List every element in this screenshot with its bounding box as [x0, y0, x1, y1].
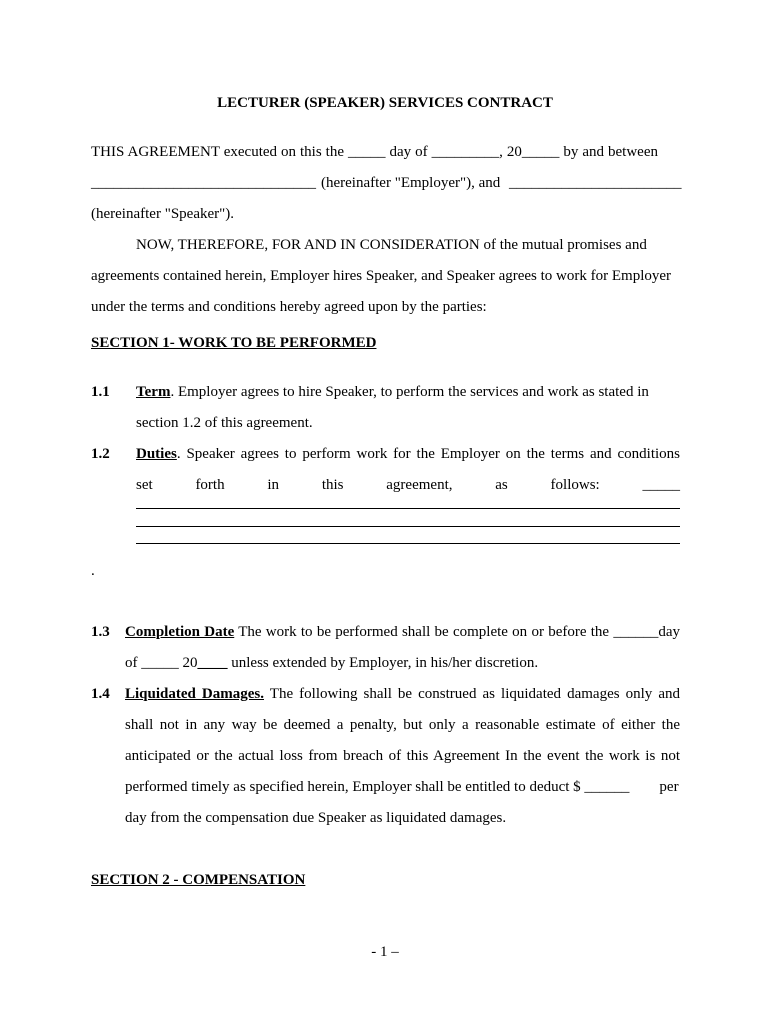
- clause-1-1-line-1: [136, 382, 649, 402]
- employer-name-blank: ______________________________: [91, 175, 316, 191]
- clause-1-4-number: 1.4: [91, 686, 110, 702]
- preamble-line-1: THIS AGREEMENT executed on this the _____ day of _________, 20_____ by and between: [91, 144, 658, 160]
- consideration-line-2: agreements contained herein, Employer hires Speaker, and Speaker agrees to work for Employer: [91, 268, 672, 284]
- clause-1-1-label: Term: [136, 384, 171, 400]
- clause-1-1-text: . Employer agrees to hire Speaker, to perform the services and work as stated in: [170, 384, 649, 400]
- speaker-designation: (hereinafter "Speaker").: [91, 206, 234, 222]
- clause-1-2-label: Duties: [136, 446, 177, 462]
- stray-period: .: [91, 563, 95, 579]
- clause-1-4-line-5: day from the compensation due Speaker as liquidated damages.: [125, 810, 507, 826]
- clause-1-1-line-2: section 1.2 of this agreement.: [136, 415, 313, 431]
- section-1-heading: SECTION 1- WORK TO BE PERFORMED: [91, 335, 377, 351]
- clause-1-4-line-1: [125, 684, 680, 704]
- clause-1-3-year-blank: ____: [197, 655, 228, 671]
- document-title: LECTURER (SPEAKER) SERVICES CONTRACT: [217, 95, 553, 111]
- clause-1-2-text: . Speaker agrees to perform work for the Employer on the terms and conditions: [176, 446, 680, 462]
- clause-1-3-line-1: [125, 622, 680, 642]
- duties-blank-line-2: [136, 526, 680, 527]
- clause-1-3-label: Completion Date: [125, 624, 235, 640]
- clause-1-4-line-3: anticipated or the actual loss from breach of this Agreement In the event the work is not: [125, 748, 680, 764]
- clause-1-4-label: Liquidated Damages.: [125, 686, 264, 702]
- page-number: - 1 –: [371, 944, 399, 960]
- consideration-line-3: under the terms and conditions hereby agreed upon by the parties:: [91, 299, 487, 315]
- section-2-heading: SECTION 2 - COMPENSATION: [91, 872, 306, 888]
- speaker-name-blank: _______________________: [509, 175, 682, 191]
- clause-1-3-extension-text: unless extended by Employer, in his/her discretion.: [227, 655, 539, 671]
- duties-blank-line-1: [136, 508, 680, 509]
- clause-1-4-line-2: shall not in any way be deemed a penalty, but only a reasonable estimate of either the: [125, 717, 680, 733]
- employer-designation: (hereinafter "Employer"), and: [321, 175, 501, 191]
- clause-1-2-line-2: set forth in this agreement, as follows: _____: [136, 477, 680, 493]
- clause-1-3-line-2: [125, 653, 538, 673]
- clause-1-2-line-1: [136, 444, 680, 464]
- clause-1-3-text: The work to be performed shall be complete on or before the ______day: [234, 624, 680, 640]
- duties-blank-line-3: [136, 543, 680, 544]
- consideration-line-1: NOW, THEREFORE, FOR AND IN CONSIDERATION of the mutual promises and: [136, 237, 647, 253]
- clause-1-1-number: 1.1: [91, 384, 110, 400]
- clause-1-3-number: 1.3: [91, 624, 110, 640]
- clause-1-4-line-4: performed timely as specified herein, Employer shall be entitled to deduct $ ______ per: [125, 779, 679, 795]
- clause-1-2-number: 1.2: [91, 446, 110, 462]
- clause-1-4-text: The following shall be construed as liquidated damages only and: [264, 686, 681, 702]
- clause-1-3-date-text: of _____ 20: [125, 655, 198, 671]
